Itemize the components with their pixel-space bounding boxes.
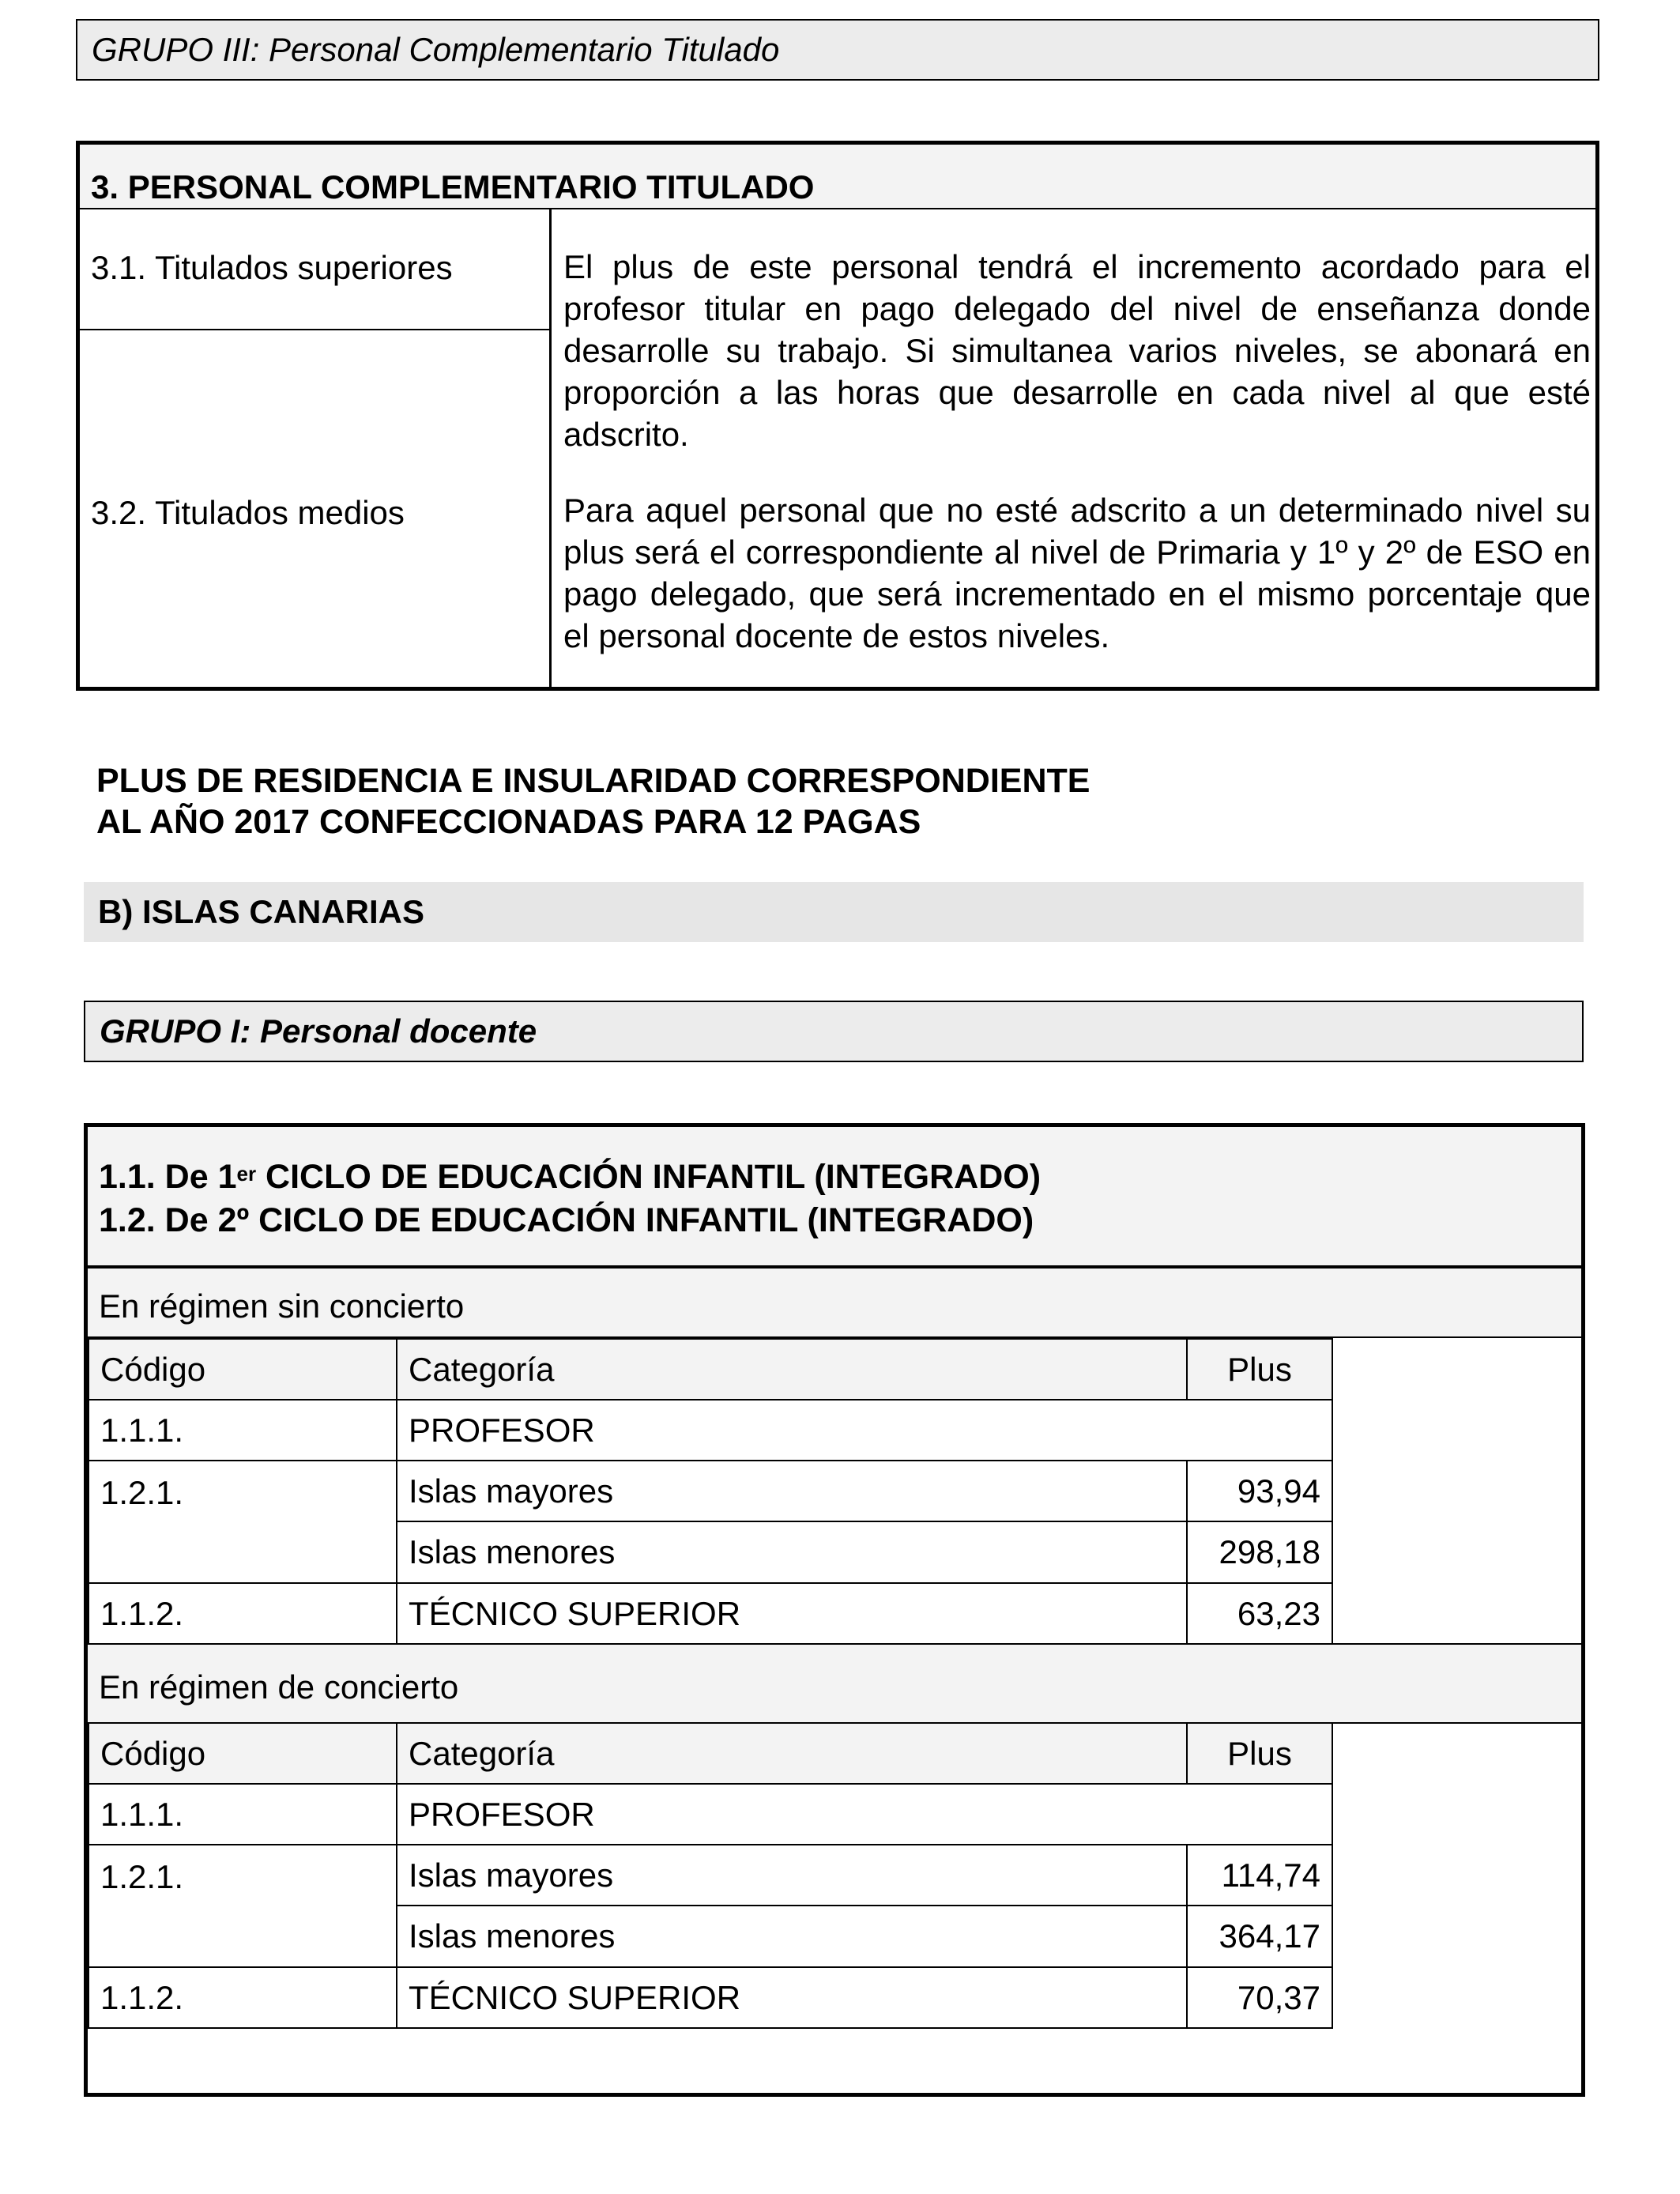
plus-cell [1186, 1521, 1333, 1584]
category-cell [396, 1966, 1188, 2029]
pct-paragraph-2: Para aquel personal que no esté adscrito a un determinado nivel su plus será el correspondiente al nivel de Primaria y 1º y 2º de ESO en pago delegado, que será incrementado en el mismo porcentaje que el personal docente de estos niveles. [563, 492, 1591, 654]
plus-value: 364,17 [1219, 1917, 1320, 1955]
category-cell [396, 1582, 1188, 1645]
category-cell [396, 1905, 1188, 1968]
code-text: 1.2.1. [100, 1858, 184, 1895]
regime-sin-concierto: En régimen sin concierto [88, 1269, 1581, 1338]
plus-value: 70,37 [1237, 1978, 1320, 2016]
title1-prefix: 1.1. De 1 [99, 1158, 237, 1196]
col-header-code-text: Código [100, 1350, 206, 1388]
pct-header: 3. PERSONAL COMPLEMENTARIO TITULADO [80, 145, 1595, 209]
category-cell [396, 1783, 1333, 1845]
category-cell [396, 1399, 1333, 1461]
docente-title-1 [99, 1155, 1581, 1199]
col-header-category [396, 1722, 1188, 1785]
col-header-code [88, 1722, 397, 1785]
plus-cell [1186, 1966, 1333, 2029]
plus-value: 63,23 [1237, 1594, 1320, 1632]
title1-superscript: er [236, 1162, 257, 1186]
plus-value: 93,94 [1237, 1472, 1320, 1510]
docente-header [88, 1127, 1581, 1269]
code-text: 1.1.1. [100, 1795, 184, 1833]
docente-title-2: 1.2. De 2º CICLO DE EDUCACIÓN INFANTIL (INTEGRADO) [99, 1201, 1034, 1239]
code-text: 1.2.1. [100, 1474, 184, 1511]
islas-canarias-title: B) ISLAS CANARIAS [98, 893, 425, 930]
plus-value: 114,74 [1221, 1856, 1320, 1894]
category-cell [396, 1460, 1188, 1522]
col-header-category-text: Categoría [409, 1734, 555, 1772]
col-header-category-text: Categoría [409, 1350, 555, 1388]
pct-column-divider [549, 209, 552, 687]
category-text: Islas menores [409, 1533, 616, 1570]
pct-paragraph-1: El plus de este personal tendrá el incremento acordado para el profesor titular en pago delegado del nivel de enseñanza donde desarrolle su trabajo. Si simultanea varios niveles, se abonará en proporción a las horas que desarrolle en cada nivel al que esté adscrito. [563, 248, 1591, 453]
grupo3-band [76, 19, 1599, 81]
category-cell [396, 1844, 1188, 1906]
personal-docente-table [84, 1123, 1585, 2097]
plus-value: 298,18 [1219, 1533, 1320, 1570]
heading-line-1: PLUS DE RESIDENCIA E INSULARIDAD CORRESPONDIENTE [96, 762, 1090, 800]
code-text: 1.1.1. [100, 1411, 184, 1449]
islas-canarias-band [84, 882, 1584, 942]
pct-row2-label: 3.2. Titulados medios [91, 494, 405, 531]
code-cell [88, 1399, 397, 1461]
category-text: PROFESOR [409, 1795, 595, 1833]
plus-cell [1186, 1460, 1333, 1522]
category-text: PROFESOR [409, 1411, 595, 1449]
col-header-plus-text: Plus [1227, 1734, 1292, 1772]
pct-row-divider [80, 329, 552, 330]
title1-suffix: CICLO DE EDUCACIÓN INFANTIL (INTEGRADO) [256, 1158, 1042, 1196]
code-text: 1.1.2. [100, 1978, 184, 2016]
category-text: Islas menores [409, 1917, 616, 1955]
code-text: 1.1.2. [100, 1594, 184, 1632]
col-header-category [396, 1338, 1188, 1400]
category-text: Islas mayores [409, 1856, 614, 1894]
code-cell [88, 1783, 397, 1845]
grupo1-band [84, 1001, 1584, 1062]
category-cell [396, 1521, 1188, 1584]
grupo1-title: GRUPO I: Personal docente [100, 1012, 537, 1050]
personal-complementario-table [76, 141, 1599, 691]
plus-cell [1186, 1905, 1333, 1968]
category-text: TÉCNICO SUPERIOR [409, 1594, 741, 1632]
plus-cell [1186, 1844, 1333, 1906]
code-cell-merged [88, 1844, 397, 1968]
col-header-code [88, 1338, 397, 1400]
category-text: TÉCNICO SUPERIOR [409, 1978, 741, 2016]
code-cell-merged [88, 1460, 397, 1584]
col-header-plus [1186, 1338, 1333, 1400]
code-cell [88, 1582, 397, 1645]
regime-concierto: En régimen de concierto [88, 1643, 1581, 1724]
pct-row1-label: 3.1. Titulados superiores [91, 249, 453, 286]
grupo3-title: GRUPO III: Personal Complementario Titulado [92, 31, 780, 68]
plus-residencia-heading [96, 760, 1090, 843]
plus-cell [1186, 1582, 1333, 1645]
category-text: Islas mayores [409, 1472, 614, 1510]
heading-line-2: AL AÑO 2017 CONFECCIONADAS PARA 12 PAGAS [96, 803, 921, 841]
col-header-code-text: Código [100, 1734, 206, 1772]
col-header-plus-text: Plus [1227, 1350, 1292, 1388]
code-cell [88, 1966, 397, 2029]
col-header-plus [1186, 1722, 1333, 1785]
